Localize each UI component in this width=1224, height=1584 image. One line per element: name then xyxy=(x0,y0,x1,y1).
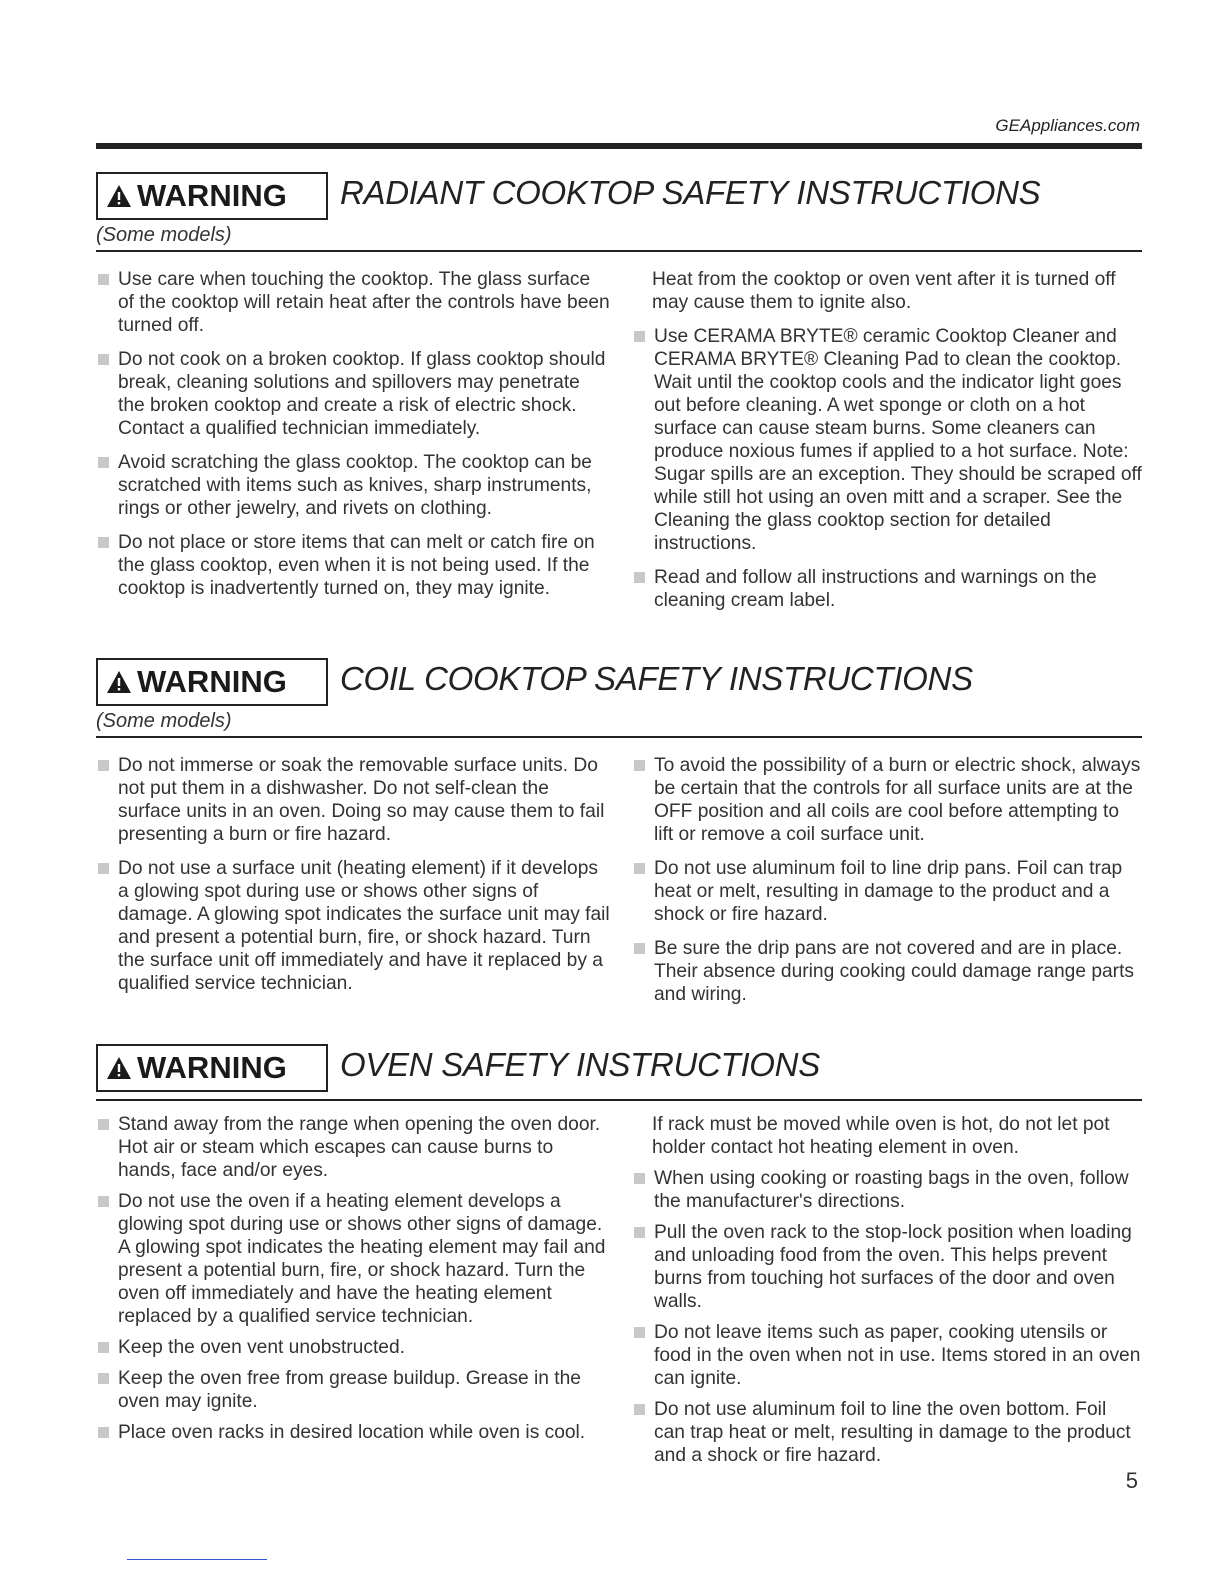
warning-triangle-icon xyxy=(106,184,132,208)
list-item: Read and follow all instructions and warnings on the cleaning cream label. xyxy=(632,566,1142,612)
section-title: RADIANT COOKTOP SAFETY INSTRUCTIONS xyxy=(340,174,1041,211)
footer-line xyxy=(127,1559,267,1560)
list-item: Do not leave items such as paper, cooking utensils or food in the oven when not in use. Items stored in an oven can ignite. xyxy=(632,1321,1142,1390)
list-item: Be sure the drip pans are not covered and are in place. Their absence during cooking could damage range parts and wiring. xyxy=(632,937,1142,1006)
bullet-icon xyxy=(98,863,109,874)
header-rule xyxy=(96,143,1142,149)
left-column xyxy=(96,1113,610,1452)
warning-box xyxy=(96,1044,328,1092)
bullet-icon xyxy=(98,274,109,285)
bullet-icon xyxy=(98,1427,109,1438)
section-title: OVEN SAFETY INSTRUCTIONS xyxy=(340,1046,820,1083)
warning-box xyxy=(96,172,328,220)
bullet-icon xyxy=(634,1173,645,1184)
list-item: Do not place or store items that can melt or catch fire on the glass cooktop, even when it is not being used. If the cooktop is inadvertently turned on, they may ignite. xyxy=(96,531,610,600)
list-item: Use care when touching the cooktop. The glass surface of the cooktop will retain heat after the controls have been turned off. xyxy=(96,268,610,337)
left-column xyxy=(96,268,610,611)
list-item: Avoid scratching the glass cooktop. The cooktop can be scratched with items such as knives, sharp instruments, rings or other jewelry, and rivets on clothing. xyxy=(96,451,610,520)
warning-label: WARNING xyxy=(137,1050,287,1085)
list-item: Keep the oven vent unobstructed. xyxy=(96,1336,610,1359)
list-item: Keep the oven free from grease buildup. Grease in the oven may ignite. xyxy=(96,1367,610,1413)
list-item: Use CERAMA BRYTE® ceramic Cooktop Cleaner and CERAMA BRYTE® Cleaning Pad to clean the cooktop. Wait until the cooktop cools and the indicator light goes out before cleaning. A wet sponge or cloth on a hot surface can cause steam burns. Some cleaners can produce noxious fumes if applied to a hot surface. Note: Sugar spills are an exception. They should be scraped off while still hot using an oven mitt and a scraper. See the Cleaning the glass cooktop section for detailed instructions. xyxy=(632,325,1142,555)
bullet-icon xyxy=(98,760,109,771)
radiant-section xyxy=(96,172,1142,611)
section-rule xyxy=(96,736,1142,738)
bullet-icon xyxy=(634,943,645,954)
warning-triangle-icon xyxy=(106,670,132,694)
warning-label: WARNING xyxy=(137,664,287,699)
right-column xyxy=(632,1113,1142,1475)
list-item: Place oven racks in desired location while oven is cool. xyxy=(96,1421,610,1444)
list-item: Do not use aluminum foil to line drip pans. Foil can trap heat or melt, resulting in damage to the product and a shock or fire hazard. xyxy=(632,857,1142,926)
bullet-icon xyxy=(98,537,109,548)
list-item: When using cooking or roasting bags in the oven, follow the manufacturer's directions. xyxy=(632,1167,1142,1213)
list-item: Do not use a surface unit (heating element) if it develops a glowing spot during use or shows other signs of damage. A glowing spot indicates the surface unit may fail and present a potential burn, fire, or shock hazard. Turn the surface unit off immediately and have it replaced by a qualified service technician. xyxy=(96,857,610,995)
bullet-icon xyxy=(98,354,109,365)
list-item-continuation: Heat from the cooktop or oven vent after it is turned off may cause them to ignite also. xyxy=(652,269,1116,313)
bullet-icon xyxy=(98,1196,109,1207)
bullet-icon xyxy=(634,863,645,874)
site-url: GEAppliances.com xyxy=(995,116,1140,135)
bullet-icon xyxy=(634,760,645,771)
warning-label: WARNING xyxy=(137,178,287,213)
right-column xyxy=(632,754,1142,1017)
list-item-continuation: If rack must be moved while oven is hot, do not let pot holder contact hot heating element in oven. xyxy=(652,1114,1110,1158)
bullet-icon xyxy=(98,1119,109,1130)
page-number: 5 xyxy=(1125,1468,1138,1493)
section-title: COIL COOKTOP SAFETY INSTRUCTIONS xyxy=(340,660,973,697)
bullet-icon xyxy=(634,1227,645,1238)
warning-triangle-icon xyxy=(106,1056,132,1080)
section-rule xyxy=(96,250,1142,252)
list-item: Do not immerse or soak the removable surface units. Do not put them in a dishwasher. Do not self-clean the surface units in an oven. Doing so may cause them to fail presenting a burn or fire hazard. xyxy=(96,754,610,846)
list-item: Stand away from the range when opening the oven door. Hot air or steam which escapes can cause burns to hands, face and/or eyes. xyxy=(96,1113,610,1182)
oven-section xyxy=(96,1044,1142,1466)
left-column xyxy=(96,754,610,1006)
bullet-icon xyxy=(634,1404,645,1415)
right-column xyxy=(632,268,1142,623)
list-item: Do not use aluminum foil to line the oven bottom. Foil can trap heat or melt, resulting in damage to the product and a shock or fire hazard. xyxy=(632,1398,1142,1467)
bullet-icon xyxy=(98,1342,109,1353)
list-item: Do not use the oven if a heating element develops a glowing spot during use or shows other signs of damage. A glowing spot indicates the heating element may fail and present a potential burn, fire, or shock hazard. Turn the oven off immediately and have the heating element replaced by a qualified service technician. xyxy=(96,1190,610,1328)
section-subtitle: (Some models) xyxy=(96,224,232,246)
section-rule xyxy=(96,1099,1142,1101)
warning-box xyxy=(96,658,328,706)
bullet-icon xyxy=(98,1373,109,1384)
bullet-icon xyxy=(98,457,109,468)
list-item: Do not cook on a broken cooktop. If glass cooktop should break, cleaning solutions and spillovers may penetrate the broken cooktop and create a risk of electric shock. Contact a qualified technician immediately. xyxy=(96,348,610,440)
bullet-icon xyxy=(634,572,645,583)
bullet-icon xyxy=(634,331,645,342)
list-item: To avoid the possibility of a burn or electric shock, always be certain that the controls for all surface units are at the OFF position and all coils are cool before attempting to lift or remove a coil surface unit. xyxy=(632,754,1142,846)
coil-section xyxy=(96,658,1142,1005)
bullet-icon xyxy=(634,1327,645,1338)
list-item: Pull the oven rack to the stop-lock position when loading and unloading food from the oven. This helps prevent burns from touching hot surfaces of the door and oven walls. xyxy=(632,1221,1142,1313)
section-subtitle: (Some models) xyxy=(96,710,232,732)
